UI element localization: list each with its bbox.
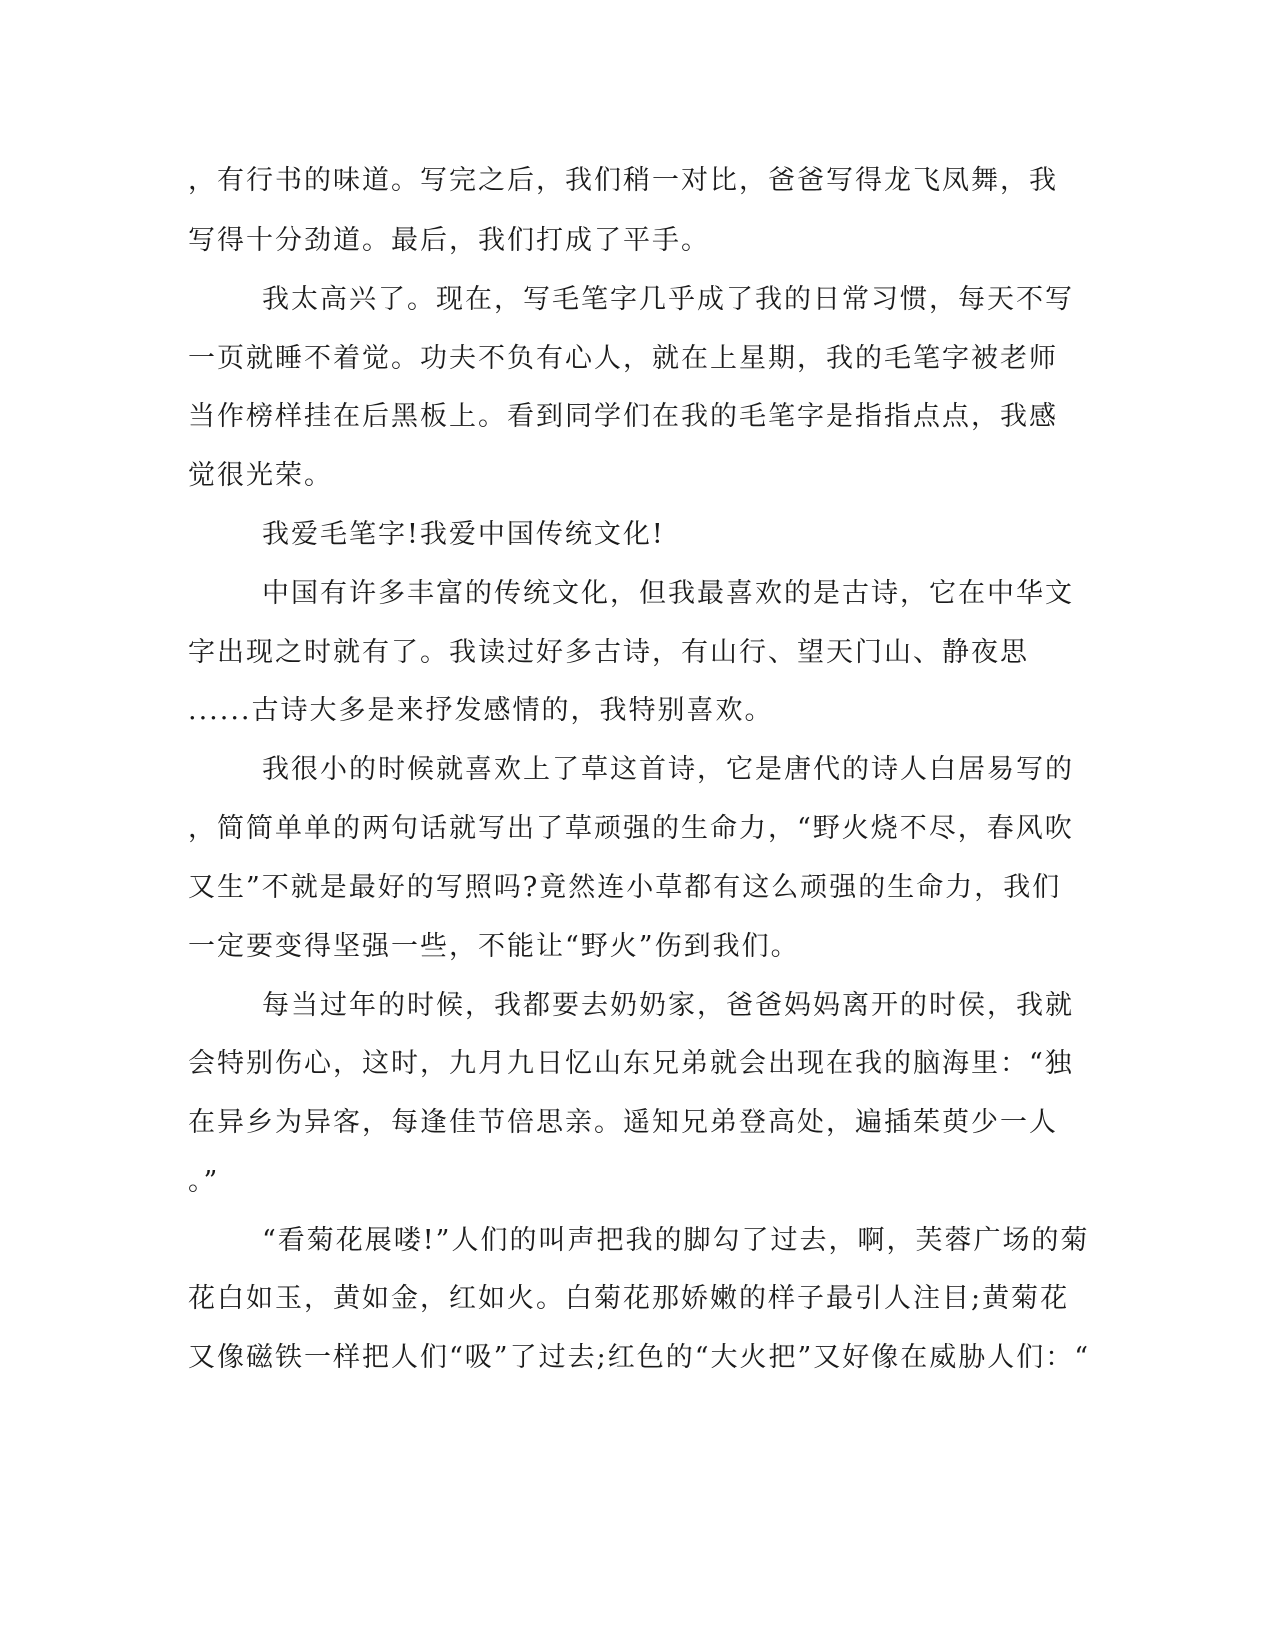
paragraph-start-line: 我太高兴了。现在，写毛笔字几乎成了我的日常习惯，每天不写 (262, 284, 1074, 315)
text-line: ，简简单单的两句话就写出了草顽强的生命力，“野火烧不尽，春风吹 (188, 813, 1074, 844)
text-line: 在异乡为异客，每逢佳节倍思亲。遥知兄弟登高处，遍插茱萸少一人 (188, 1107, 1058, 1138)
paragraph-start-line: “看菊花展喽!”人们的叫声把我的脚勾了过去，啊，芙蓉广场的菊 (262, 1225, 1090, 1256)
text-line: 。” (188, 1166, 220, 1197)
text-line: ......古诗大多是来抒发感情的，我特别喜欢。 (188, 695, 774, 726)
text-line: 觉很光荣。 (188, 460, 333, 491)
paragraph-start-line: 我爱毛笔字!我爱中国传统文化! (262, 519, 665, 550)
text-line: 当作榜样挂在后黑板上。看到同学们在我的毛笔字是指指点点，我感 (188, 401, 1058, 432)
text-line: ，有行书的味道。写完之后，我们稍一对比，爸爸写得龙飞凤舞，我 (188, 165, 1058, 196)
text-line: 一定要变得坚强一些，不能让“野火”伤到我们。 (188, 931, 800, 962)
text-line: 会特别伤心，这时，九月九日忆山东兄弟就会出现在我的脑海里：“独 (188, 1048, 1074, 1079)
paragraph-start-line: 中国有许多丰富的传统文化，但我最喜欢的是古诗，它在中华文 (262, 578, 1074, 609)
text-line: 一页就睡不着觉。功夫不负有心人，就在上星期，我的毛笔字被老师 (188, 343, 1058, 374)
paragraph-start-line: 我很小的时候就喜欢上了草这首诗，它是唐代的诗人白居易写的 (262, 754, 1074, 785)
text-line: 花白如玉，黄如金，红如火。白菊花那娇嫩的样子最引人注目;黄菊花 (188, 1283, 1070, 1314)
text-line: 字出现之时就有了。我读过好多古诗，有山行、望天门山、静夜思 (188, 637, 1029, 668)
paragraph-start-line: 每当过年的时候，我都要去奶奶家，爸爸妈妈离开的时侯，我就 (262, 990, 1074, 1021)
text-line: 写得十分劲道。最后，我们打成了平手。 (188, 225, 710, 256)
text-line: 又像磁铁一样把人们“吸”了过去;红色的“大火把”又好像在威胁人们：“ (188, 1342, 1091, 1373)
text-line: 又生”不就是最好的写照吗?竟然连小草都有这么顽强的生命力，我们 (188, 872, 1062, 903)
